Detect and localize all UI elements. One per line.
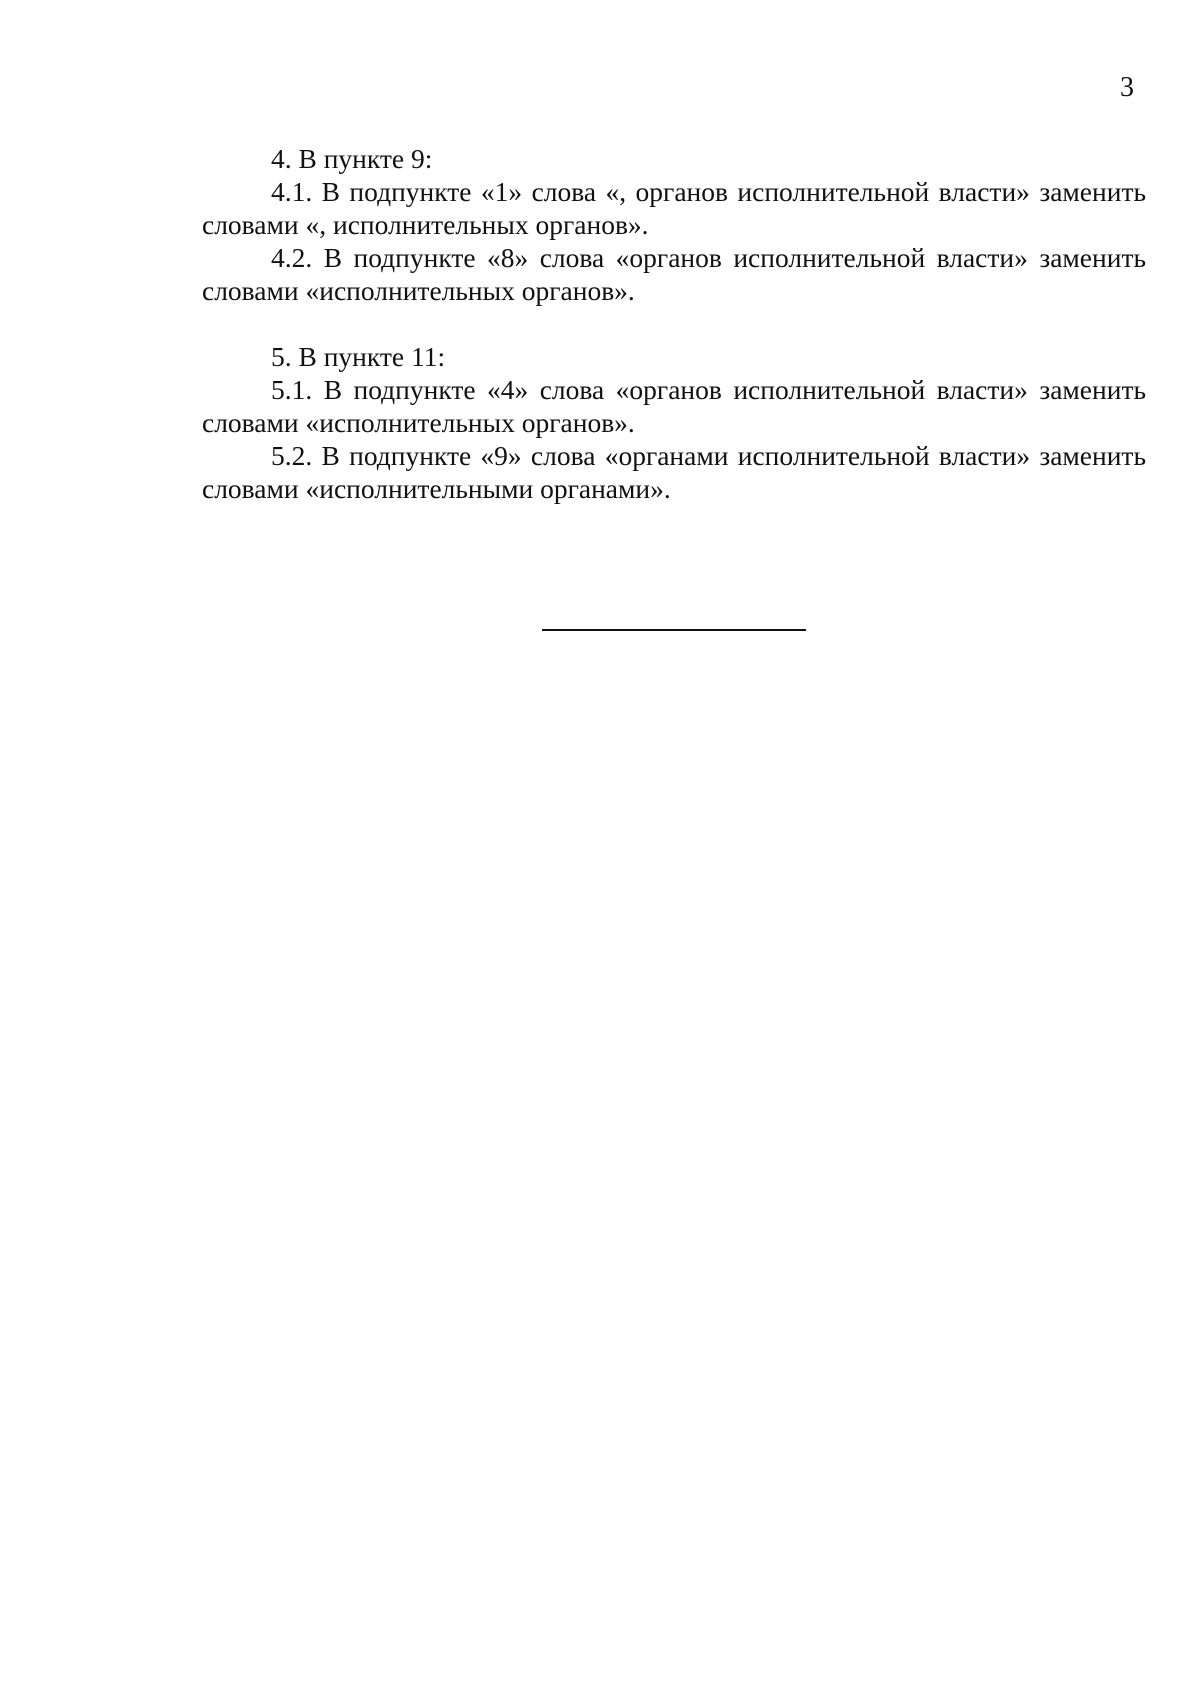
section-5-item-1: 5.1. В подпункте «4» слова «органов исполнительной власти» заменить словами «исполнительных органов». [202, 374, 1146, 438]
page-number: 3 [1120, 72, 1134, 103]
section-4-item-2: 4.2. В подпункте «8» слова «органов исполнительной власти» заменить словами «исполнительных органов». [202, 242, 1146, 306]
closing-rule [542, 629, 806, 631]
paragraph-gap [202, 307, 1146, 340]
section-5-heading: 5. В пункте 11: [271, 341, 446, 372]
section-4-item-1: 4.1. В подпункте «1» слова «, органов исполнительной власти» заменить словами «, исполнительных органов». [202, 176, 1146, 240]
document-body [202, 142, 1146, 505]
section-4-heading: 4. В пункте 9: [271, 143, 433, 174]
section-5-item-2: 5.2. В подпункте «9» слова «органами исполнительной власти» заменить словами «исполнительными органами». [202, 440, 1146, 504]
